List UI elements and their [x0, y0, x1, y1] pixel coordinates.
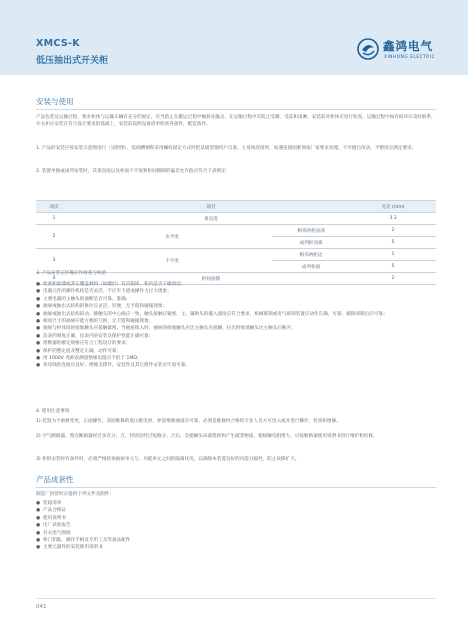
table-row: [36, 225, 436, 237]
table-header-tolerance: 允差 (mm): [350, 201, 436, 213]
bullet-icon: ●: [36, 530, 41, 536]
table-cell: 水平度: [72, 225, 272, 249]
page-header: [0, 0, 468, 75]
table-cell: 4: [36, 273, 72, 285]
list-item: ● 相同尺寸的抽屉应能方便的互换，无卡阻和碰撞现象；: [36, 319, 154, 325]
install-item-1: 1. 产品的安装应按安装示意图进行（见附图），基础槽钢和采用螺栓固定方式时把基础型钢用户自备，主母线连接时，如遇连接困难须按厂家要求处理，不可擅自改动，平整度应满足要求；: [36, 146, 417, 151]
section-divider: [36, 487, 436, 488]
list-item: ● 主要电器的主触头的通断是否可靠、准确；: [36, 296, 131, 302]
logo-text-cn: 鑫鸿电气: [383, 39, 433, 53]
install-intro: 产品包装及运输过程，要求柜体与运输车辆有充分的固定，应当防止在搬运过程中倾斜及撞击，在运输过程中应防止受潮、受冻和雨淋，安装前对柜体应进行检查，运输过程中如有损坏应及时联系，开关柜应安装在符合设计要求的基础上，安装前按照设备清单检查各部件，配套备件。: [36, 115, 436, 128]
page-number: 041: [36, 604, 47, 610]
table-cell: 3: [36, 249, 72, 273]
list-item: ● 使用说明书: [36, 515, 66, 521]
table-cell: 成列柜顶部: [272, 237, 350, 249]
section-divider: [36, 109, 436, 110]
install-item-3: 3. 产品安装完毕後应作检查与检验: [36, 271, 107, 276]
list-item: ● 抽屉或抽出式结构的动、静触头的中心线应一致，触头接触应紧密，主、辅助头的插入深度应符合要求，机械联锁或电气联锁装置应动作正确，可靠，解除闭锁后应可靠；: [36, 311, 388, 317]
usage-note-2: 2) 空气断路器、塑壳断路器经过多次分、合，特别是经过短路分、合后，会使触头局部烧损和产生碳类物质，使接触电阻增大，应按断路器使用说明书进行维护和检修。: [36, 434, 378, 439]
usage-note-3: 3) 柜组安装时有条件时，必须严格检查抽屉单元与、功能单元之间的隔离状况，以确保本装置良好的功能分隔性，防止故障扩大。: [36, 457, 300, 462]
list-item: ● 装箱清单: [36, 501, 62, 506]
table-cell: 相邻两柜顶部: [272, 225, 350, 237]
bullet-icon: ●: [36, 282, 41, 287]
bullet-icon: ●: [36, 319, 41, 325]
product-model: XMCS-K: [36, 38, 80, 49]
usage-note-1: 1) 装置为不重修变更，正面操作，双面维修的低压配电柜，柜前维修通道应可靠，必须是维修时合格的专业人员方可进入或并进行操作，检查和维修。: [36, 419, 341, 424]
list-item: ● 检查柜面漆或其它覆盖材料（如镀层）有否损坏，柜内是否干燥清洁；: [36, 282, 186, 287]
list-item: ● 柜门钥匙、操作手柄及专用工具等备品配件: [36, 538, 131, 544]
table-cell: 柜间接缝: [72, 273, 350, 285]
docs-section-title: 产品成套性: [36, 475, 74, 484]
list-item: ● 抽屉或抽出式结构的推拉应灵活，轻便，无卡阻和碰撞现象；: [36, 304, 168, 310]
docs-list: [36, 500, 436, 552]
logo-mark-icon: [357, 38, 379, 60]
product-subtitle: 低压抽出式开关柜: [36, 56, 109, 66]
bullet-icon: ●: [36, 523, 41, 529]
table-row: [36, 249, 436, 261]
bullet-icon: ●: [36, 341, 41, 347]
list-item: ● 熔断器的额定规格应符合工程设计的要求；: [36, 341, 131, 347]
table-cell: 不平度: [72, 249, 272, 273]
list-item: ● 抽屉与柜体间的接地触头应接触紧密，当抽屉推入时，抽屉的接地触头应比主触头先接触，拉出时接地触头比主触头后断开；: [36, 326, 296, 332]
bullet-icon: ●: [36, 545, 41, 551]
bullet-icon: ●: [36, 508, 41, 514]
list-item: ● 用 1000V 兆欧表测量绝缘电阻应不低于 1MΩ；: [36, 356, 142, 362]
table-cell: 成列柜面: [272, 261, 350, 273]
list-item: ● 出厂试验报告: [36, 523, 71, 529]
bullet-icon: ●: [36, 326, 41, 332]
install-item-2: 2. 装置单独或成列安装时，其垂直度以及柜面不平度和柜间缝隙的偏差允许值应符合下表规定：: [36, 169, 231, 174]
bullet-icon: ●: [36, 363, 41, 369]
table-header-no: 项次: [36, 201, 72, 213]
list-item: ● 产品合格证: [36, 508, 66, 514]
bullet-icon: ●: [36, 348, 41, 354]
table-cell: 2: [36, 225, 72, 249]
table-header-item: 项目: [72, 201, 350, 213]
footer-divider: [36, 598, 436, 599]
bullet-icon: ●: [36, 311, 41, 317]
list-item: ● 有关电气图纸: [36, 530, 71, 536]
table-cell: 相邻两柜边: [272, 249, 350, 261]
bullet-icon: ●: [36, 515, 41, 521]
table-cell: 3.3: [350, 213, 436, 225]
bullet-icon: ●: [36, 356, 41, 362]
company-logo: [357, 37, 447, 65]
bullet-icon: ●: [36, 304, 41, 310]
bullet-icon: ●: [36, 289, 41, 295]
table-cell: 1: [36, 213, 72, 225]
list-item: ● 保护的整定值及整定正确，动作可靠；: [36, 348, 122, 354]
table-header-row: [36, 201, 436, 213]
table-row: [36, 213, 436, 225]
bullet-icon: ●: [36, 538, 41, 544]
table-cell: 1: [350, 249, 436, 261]
table-cell: 垂直度: [72, 213, 350, 225]
bullet-icon: ●: [36, 501, 41, 506]
docs-intro: 制造厂供货时应提供下列文件及附件：: [36, 492, 115, 497]
install-section-title: 安装与使用: [36, 97, 74, 106]
list-item: ● 仪表的刻度正确，仪表内的安装及保护性能正确可靠；: [36, 333, 154, 339]
table-cell: 2: [350, 273, 436, 285]
list-item: ● 各母线的连接应良好，绝缘支撑件、安装件及其它附件安装应牢固可靠。: [36, 363, 191, 369]
table-cell: 5: [350, 237, 436, 249]
install-item-4: 4. 使用注意事项: [36, 409, 70, 414]
list-item: ● 主要元器件的安装使用说明书: [36, 545, 103, 551]
check-list: [36, 281, 436, 370]
list-item: ● 电器元件的操作机构是否灵活，不应有卡涩或操作力过大现象；: [36, 289, 172, 295]
bullet-icon: ●: [36, 296, 41, 302]
logo-text-en: XINHONG ELECTRIC: [384, 54, 436, 59]
bullet-icon: ●: [36, 333, 41, 339]
table-cell: 5: [350, 261, 436, 273]
table-cell: 2: [350, 225, 436, 237]
